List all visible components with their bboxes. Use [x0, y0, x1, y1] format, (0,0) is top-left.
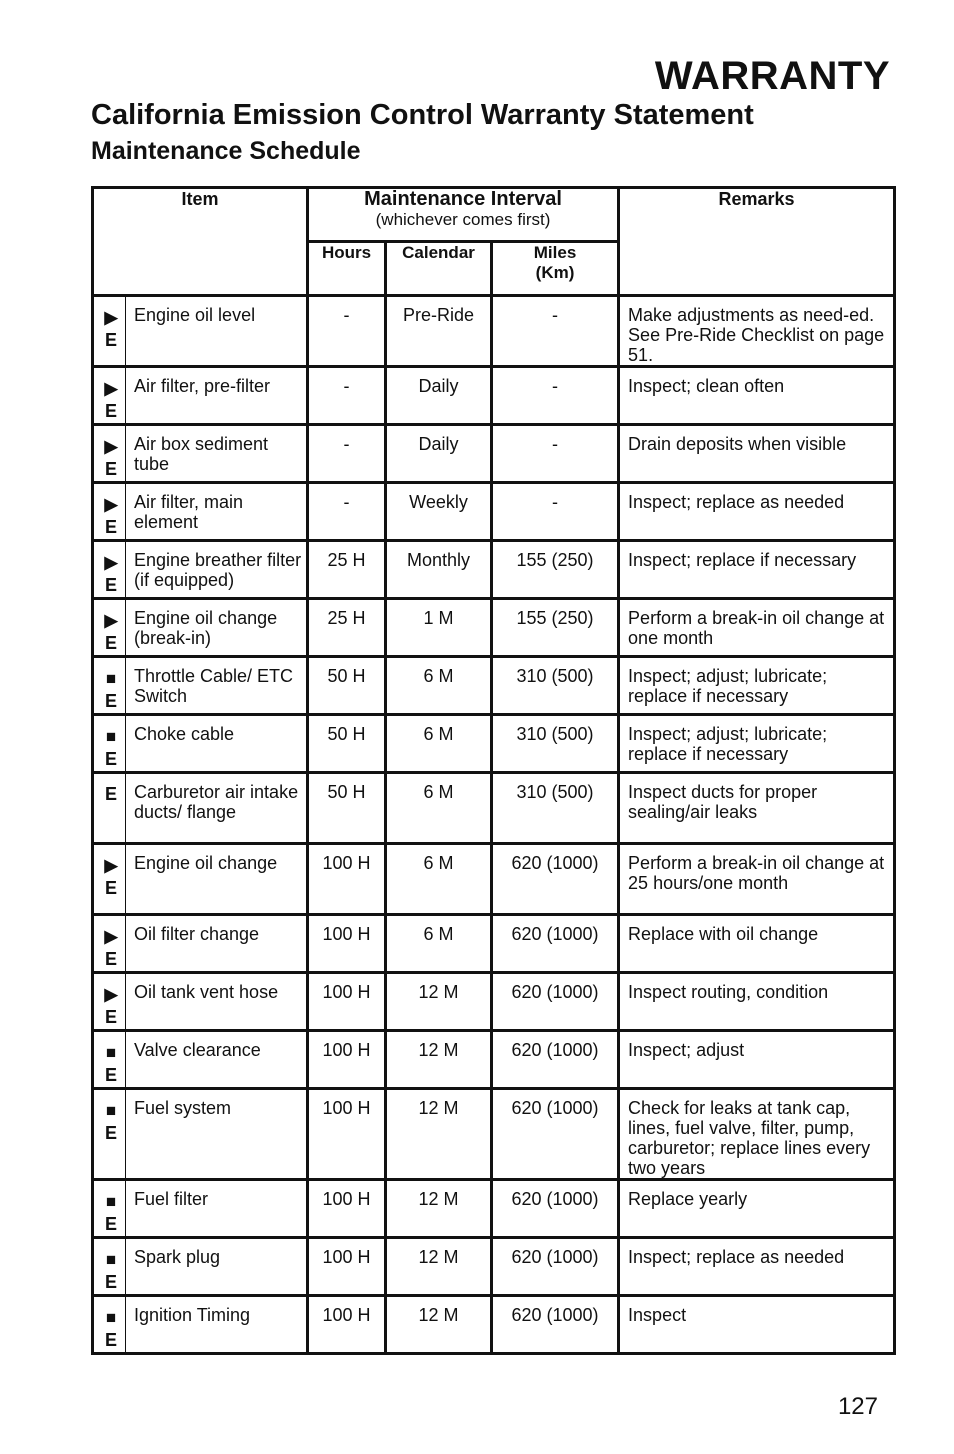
table-row: [93, 425, 895, 483]
triangle-marker-icon: ▶: [104, 611, 118, 630]
hours-cell: 100 H: [308, 1089, 386, 1180]
calendar-cell: 12 M: [386, 1238, 492, 1296]
miles-cell: -: [492, 296, 619, 367]
hours-cell: 50 H: [308, 715, 386, 773]
table-row: [93, 773, 895, 844]
square-marker-icon: ■: [105, 1192, 117, 1211]
calendar-cell: Pre-Ride: [386, 296, 492, 367]
row-marker: [93, 915, 126, 973]
row-marker: [93, 1089, 126, 1180]
miles-cell: 620 (1000): [492, 1031, 619, 1089]
calendar-cell: 12 M: [386, 1180, 492, 1238]
remarks-cell: Perform a break-in oil change at one month: [619, 599, 895, 657]
item-cell: Air filter, main element: [126, 483, 308, 541]
emission-code: E: [104, 949, 117, 969]
square-marker-icon: ■: [105, 1250, 117, 1269]
item-cell: Fuel system: [126, 1089, 308, 1180]
triangle-marker-icon: ▶: [104, 495, 118, 514]
triangle-marker-icon: ▶: [104, 437, 118, 456]
calendar-cell: 6 M: [386, 844, 492, 915]
item-cell: Fuel filter: [126, 1180, 308, 1238]
triangle-marker-icon: ▶: [104, 985, 118, 1004]
row-marker: [93, 425, 126, 483]
hours-cell: 100 H: [308, 915, 386, 973]
triangle-marker-icon: ▶: [104, 308, 118, 327]
miles-cell: -: [492, 425, 619, 483]
square-marker-icon: ■: [105, 1043, 117, 1062]
table-row: [93, 1296, 895, 1354]
miles-cell: 620 (1000): [492, 1180, 619, 1238]
hours-cell: 50 H: [308, 773, 386, 844]
remarks-cell: Inspect; adjust; lubricate; replace if necessary: [619, 715, 895, 773]
table-row: [93, 1089, 895, 1180]
item-cell: Engine oil level: [126, 296, 308, 367]
remarks-cell: Inspect: [619, 1296, 895, 1354]
header-calendar: Calendar: [386, 242, 492, 296]
item-cell: Ignition Timing: [126, 1296, 308, 1354]
calendar-cell: 12 M: [386, 1089, 492, 1180]
hours-cell: -: [308, 296, 386, 367]
hours-cell: 100 H: [308, 844, 386, 915]
table-row: [93, 1238, 895, 1296]
emission-code: E: [104, 784, 117, 804]
miles-cell: 620 (1000): [492, 915, 619, 973]
hours-cell: 100 H: [308, 1238, 386, 1296]
emission-code: E: [104, 633, 117, 653]
square-marker-icon: ■: [105, 669, 117, 688]
calendar-cell: 1 M: [386, 599, 492, 657]
miles-cell: 620 (1000): [492, 1089, 619, 1180]
remarks-cell: Inspect; replace as needed: [619, 1238, 895, 1296]
row-marker: [93, 1238, 126, 1296]
section-heading: WARRANTY: [654, 54, 890, 98]
triangle-marker-icon: ▶: [104, 553, 118, 572]
header-remarks: Remarks: [619, 188, 895, 296]
remarks-cell: Replace with oil change: [619, 915, 895, 973]
remarks-cell: Perform a break-in oil change at 25 hours/one month: [619, 844, 895, 915]
remarks-cell: Inspect; adjust; lubricate; replace if necessary: [619, 657, 895, 715]
row-marker: [93, 773, 126, 844]
row-marker: [93, 367, 126, 425]
emission-code: E: [104, 1007, 117, 1027]
row-marker: [93, 483, 126, 541]
hours-cell: 50 H: [308, 657, 386, 715]
table-row: [93, 367, 895, 425]
table-row: [93, 483, 895, 541]
row-marker: [93, 599, 126, 657]
item-cell: Engine oil change: [126, 844, 308, 915]
header-interval-note: (whichever comes first): [375, 210, 551, 229]
calendar-cell: 6 M: [386, 657, 492, 715]
page-title: California Emission Control Warranty Statement: [91, 99, 754, 131]
remarks-cell: Replace yearly: [619, 1180, 895, 1238]
item-cell: Spark plug: [126, 1238, 308, 1296]
miles-cell: 620 (1000): [492, 844, 619, 915]
header-miles-label: Miles: [533, 243, 577, 262]
remarks-cell: Inspect; replace as needed: [619, 483, 895, 541]
remarks-cell: Inspect routing, condition: [619, 973, 895, 1031]
item-cell: Air box sediment tube: [126, 425, 308, 483]
calendar-cell: 6 M: [386, 915, 492, 973]
hours-cell: -: [308, 367, 386, 425]
item-cell: Carburetor air intake ducts/ flange: [126, 773, 308, 844]
item-cell: Engine oil change (break-in): [126, 599, 308, 657]
calendar-cell: Daily: [386, 425, 492, 483]
table-row: [93, 1180, 895, 1238]
miles-cell: 155 (250): [492, 541, 619, 599]
remarks-cell: Check for leaks at tank cap, lines, fuel valve, filter, pump, carburetor; replace lines every two years: [619, 1089, 895, 1180]
header-interval: [308, 188, 619, 242]
maintenance-schedule-table: [91, 186, 896, 1355]
emission-code: E: [104, 459, 117, 479]
table-row: [93, 296, 895, 367]
calendar-cell: 6 M: [386, 773, 492, 844]
row-marker: [93, 1031, 126, 1089]
miles-cell: 620 (1000): [492, 973, 619, 1031]
calendar-cell: Weekly: [386, 483, 492, 541]
calendar-cell: 12 M: [386, 973, 492, 1031]
table-row: [93, 599, 895, 657]
hours-cell: 100 H: [308, 973, 386, 1031]
triangle-marker-icon: ▶: [104, 927, 118, 946]
item-cell: Valve clearance: [126, 1031, 308, 1089]
calendar-cell: 12 M: [386, 1031, 492, 1089]
emission-code: E: [104, 1065, 117, 1085]
calendar-cell: Daily: [386, 367, 492, 425]
item-cell: Choke cable: [126, 715, 308, 773]
calendar-cell: 12 M: [386, 1296, 492, 1354]
miles-cell: -: [492, 483, 619, 541]
row-marker: [93, 715, 126, 773]
row-marker: [93, 1296, 126, 1354]
item-cell: Air filter, pre-filter: [126, 367, 308, 425]
hours-cell: 25 H: [308, 599, 386, 657]
miles-cell: 620 (1000): [492, 1296, 619, 1354]
row-marker: [93, 657, 126, 715]
emission-code: E: [104, 1214, 117, 1234]
header-km-label: (Km): [535, 263, 575, 282]
item-cell: Throttle Cable/ ETC Switch: [126, 657, 308, 715]
square-marker-icon: ■: [105, 727, 117, 746]
table-row: [93, 915, 895, 973]
page-number: 127: [837, 1393, 878, 1420]
hours-cell: -: [308, 425, 386, 483]
row-marker: [93, 296, 126, 367]
emission-code: E: [104, 691, 117, 711]
emission-code: E: [104, 330, 117, 350]
miles-cell: 155 (250): [492, 599, 619, 657]
header-miles: [492, 242, 619, 296]
item-cell: Oil filter change: [126, 915, 308, 973]
calendar-cell: 6 M: [386, 715, 492, 773]
item-cell: Oil tank vent hose: [126, 973, 308, 1031]
table-row: [93, 973, 895, 1031]
hours-cell: -: [308, 483, 386, 541]
remarks-cell: Inspect; clean often: [619, 367, 895, 425]
remarks-cell: Inspect; adjust: [619, 1031, 895, 1089]
hours-cell: 100 H: [308, 1296, 386, 1354]
remarks-cell: Inspect ducts for proper sealing/air leaks: [619, 773, 895, 844]
emission-code: E: [104, 749, 117, 769]
calendar-cell: Monthly: [386, 541, 492, 599]
emission-code: E: [104, 517, 117, 537]
miles-cell: -: [492, 367, 619, 425]
emission-code: E: [104, 1272, 117, 1292]
row-marker: [93, 844, 126, 915]
table-row: [93, 541, 895, 599]
miles-cell: 310 (500): [492, 657, 619, 715]
miles-cell: 310 (500): [492, 715, 619, 773]
header-item: Item: [93, 188, 308, 296]
page-subtitle: Maintenance Schedule: [91, 137, 361, 165]
table-row: [93, 1031, 895, 1089]
table-row: [93, 844, 895, 915]
remarks-cell: Make adjustments as need-ed. See Pre-Ride Checklist on page 51.: [619, 296, 895, 367]
table-body: [93, 296, 895, 1354]
emission-code: E: [104, 1330, 117, 1350]
emission-code: E: [104, 1123, 117, 1143]
header-interval-title: Maintenance Interval: [364, 188, 562, 210]
row-marker: [93, 1180, 126, 1238]
emission-code: E: [104, 401, 117, 421]
square-marker-icon: ■: [105, 1308, 117, 1327]
row-marker: [93, 541, 126, 599]
miles-cell: 620 (1000): [492, 1238, 619, 1296]
table-row: [93, 715, 895, 773]
row-marker: [93, 973, 126, 1031]
square-marker-icon: ■: [105, 1101, 117, 1120]
hours-cell: 25 H: [308, 541, 386, 599]
header-hours: Hours: [308, 242, 386, 296]
item-cell: Engine breather filter (if equipped): [126, 541, 308, 599]
hours-cell: 100 H: [308, 1180, 386, 1238]
remarks-cell: Inspect; replace if necessary: [619, 541, 895, 599]
triangle-marker-icon: ▶: [104, 379, 118, 398]
table-row: [93, 657, 895, 715]
emission-code: E: [104, 878, 117, 898]
miles-cell: 310 (500): [492, 773, 619, 844]
hours-cell: 100 H: [308, 1031, 386, 1089]
triangle-marker-icon: ▶: [104, 856, 118, 875]
header-row: [93, 188, 895, 242]
emission-code: E: [104, 575, 117, 595]
remarks-cell: Drain deposits when visible: [619, 425, 895, 483]
